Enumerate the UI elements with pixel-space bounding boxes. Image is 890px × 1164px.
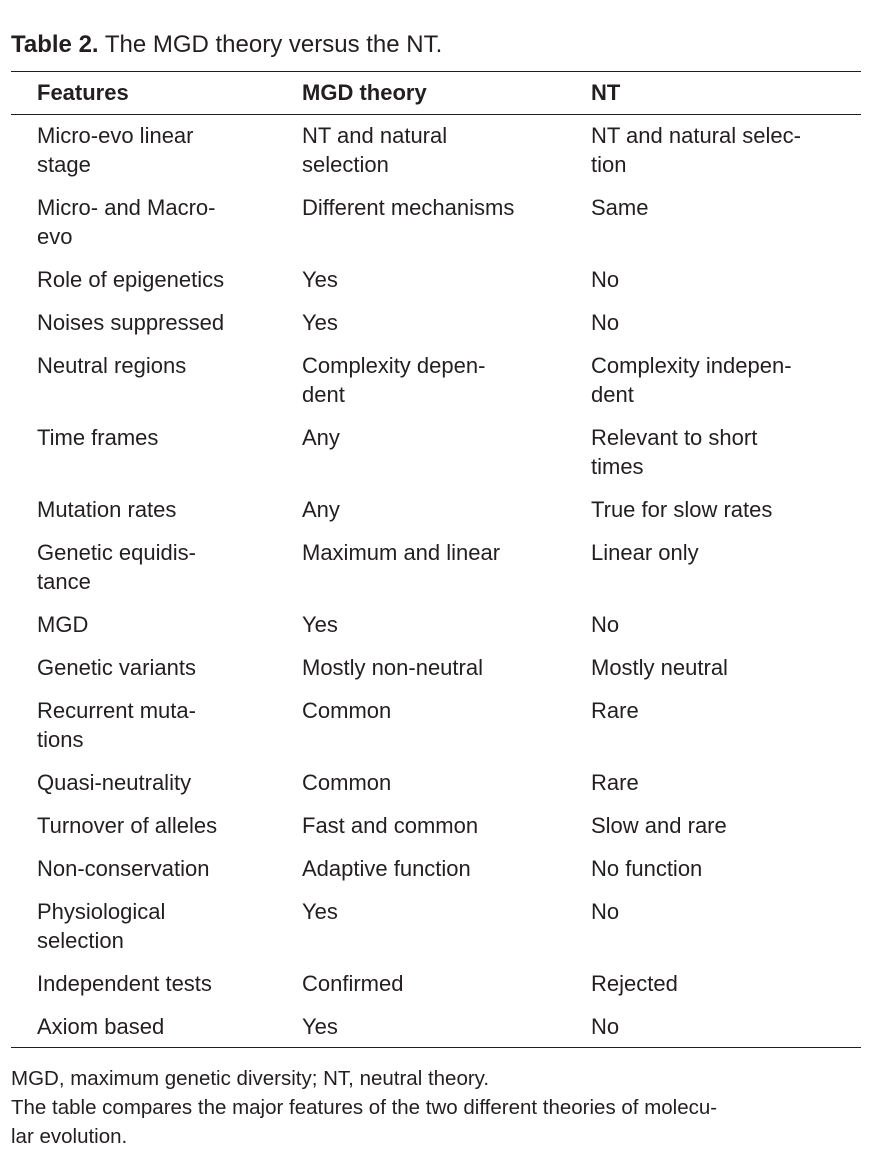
row-14-feature-line-1: Non-conservation	[37, 856, 210, 881]
row-6-nt-line-2: times	[591, 454, 644, 479]
row-7-nt-line-1: True for slow rates	[591, 497, 773, 522]
header-mgd-theory: MGD theory	[302, 80, 427, 105]
row-11-feature-line-2: tions	[37, 727, 84, 752]
row-2-feature-line-2: evo	[37, 224, 73, 249]
row-1-mgd-line-2: selection	[302, 152, 389, 177]
header-features: Features	[37, 80, 129, 105]
row-12-mgd-line-1: Common	[302, 770, 392, 795]
header-rule	[11, 114, 861, 115]
row-12-feature-line-1: Quasi-neutrality	[37, 770, 192, 795]
table-caption	[11, 30, 442, 60]
row-5-nt-line-1: Complexity indepen-	[591, 353, 792, 378]
row-5-nt-line-2: dent	[591, 382, 634, 407]
row-4-nt-line-1: No	[591, 310, 620, 335]
row-13-nt-line-1: Slow and rare	[591, 813, 727, 838]
row-2-nt-line-1: Same	[591, 195, 649, 220]
row-2-feature-line-1: Micro- and Macro-	[37, 195, 216, 220]
row-17-mgd-line-1: Yes	[302, 1014, 338, 1039]
header-nt: NT	[591, 80, 621, 105]
row-10-feature-line-1: Genetic variants	[37, 655, 196, 680]
row-17-feature-line-1: Axiom based	[37, 1014, 165, 1039]
caption-text: The MGD theory versus the NT.	[98, 31, 443, 58]
footnote-abbreviations: MGD, maximum genetic diversity; NT, neutral theory.	[11, 1067, 490, 1090]
row-16-feature-line-1: Independent tests	[37, 971, 212, 996]
row-3-feature-line-1: Role of epigenetics	[37, 267, 225, 292]
row-11-mgd-line-1: Common	[302, 698, 392, 723]
row-1-feature-line-2: stage	[37, 152, 91, 177]
row-15-nt-line-1: No	[591, 899, 620, 924]
row-13-mgd-line-1: Fast and common	[302, 813, 479, 838]
bottom-rule	[11, 1047, 861, 1048]
row-11-nt-line-1: Rare	[591, 698, 639, 723]
row-5-mgd-line-2: dent	[302, 382, 345, 407]
row-6-nt-line-1: Relevant to short	[591, 425, 758, 450]
row-9-mgd-line-1: Yes	[302, 612, 338, 637]
row-14-nt-line-1: No function	[591, 856, 703, 881]
caption-label: Table 2.	[11, 31, 99, 58]
row-7-mgd-line-1: Any	[302, 497, 340, 522]
row-3-mgd-line-1: Yes	[302, 267, 338, 292]
row-4-feature-line-1: Noises suppressed	[37, 310, 225, 335]
row-4-mgd-line-1: Yes	[302, 310, 338, 335]
row-15-mgd-line-1: Yes	[302, 899, 338, 924]
row-15-feature-line-2: selection	[37, 928, 124, 953]
row-12-nt-line-1: Rare	[591, 770, 639, 795]
row-9-nt-line-1: No	[591, 612, 620, 637]
row-5-mgd-line-1: Complexity depen-	[302, 353, 486, 378]
row-10-mgd-line-1: Mostly non-neutral	[302, 655, 483, 680]
top-rule	[11, 71, 861, 72]
row-5-feature-line-1: Neutral regions	[37, 353, 187, 378]
row-1-mgd-line-1: NT and natural	[302, 123, 448, 148]
row-16-nt-line-1: Rejected	[591, 971, 678, 996]
row-6-mgd-line-1: Any	[302, 425, 340, 450]
row-7-feature-line-1: Mutation rates	[37, 497, 177, 522]
row-1-nt-line-1: NT and natural selec-	[591, 123, 801, 148]
footnote-description-line2: lar evolution.	[11, 1125, 128, 1148]
row-11-feature-line-1: Recurrent muta-	[37, 698, 196, 723]
row-13-feature-line-1: Turnover of alleles	[37, 813, 218, 838]
row-8-nt-line-1: Linear only	[591, 540, 699, 565]
row-2-mgd-line-1: Different mechanisms	[302, 195, 515, 220]
row-9-feature-line-1: MGD	[37, 612, 89, 637]
row-3-nt-line-1: No	[591, 267, 620, 292]
row-14-mgd-line-1: Adaptive function	[302, 856, 471, 881]
footnote-description-line1: The table compares the major features of the two different theories of molecu-	[11, 1096, 718, 1119]
row-10-nt-line-1: Mostly neutral	[591, 655, 728, 680]
row-1-feature-line-1: Micro-evo linear	[37, 123, 194, 148]
row-8-feature-line-2: tance	[37, 569, 91, 594]
row-15-feature-line-1: Physiological	[37, 899, 166, 924]
row-8-mgd-line-1: Maximum and linear	[302, 540, 501, 565]
row-6-feature-line-1: Time frames	[37, 425, 159, 450]
row-1-nt-line-2: tion	[591, 152, 627, 177]
row-8-feature-line-1: Genetic equidis-	[37, 540, 196, 565]
row-17-nt-line-1: No	[591, 1014, 620, 1039]
row-16-mgd-line-1: Confirmed	[302, 971, 404, 996]
